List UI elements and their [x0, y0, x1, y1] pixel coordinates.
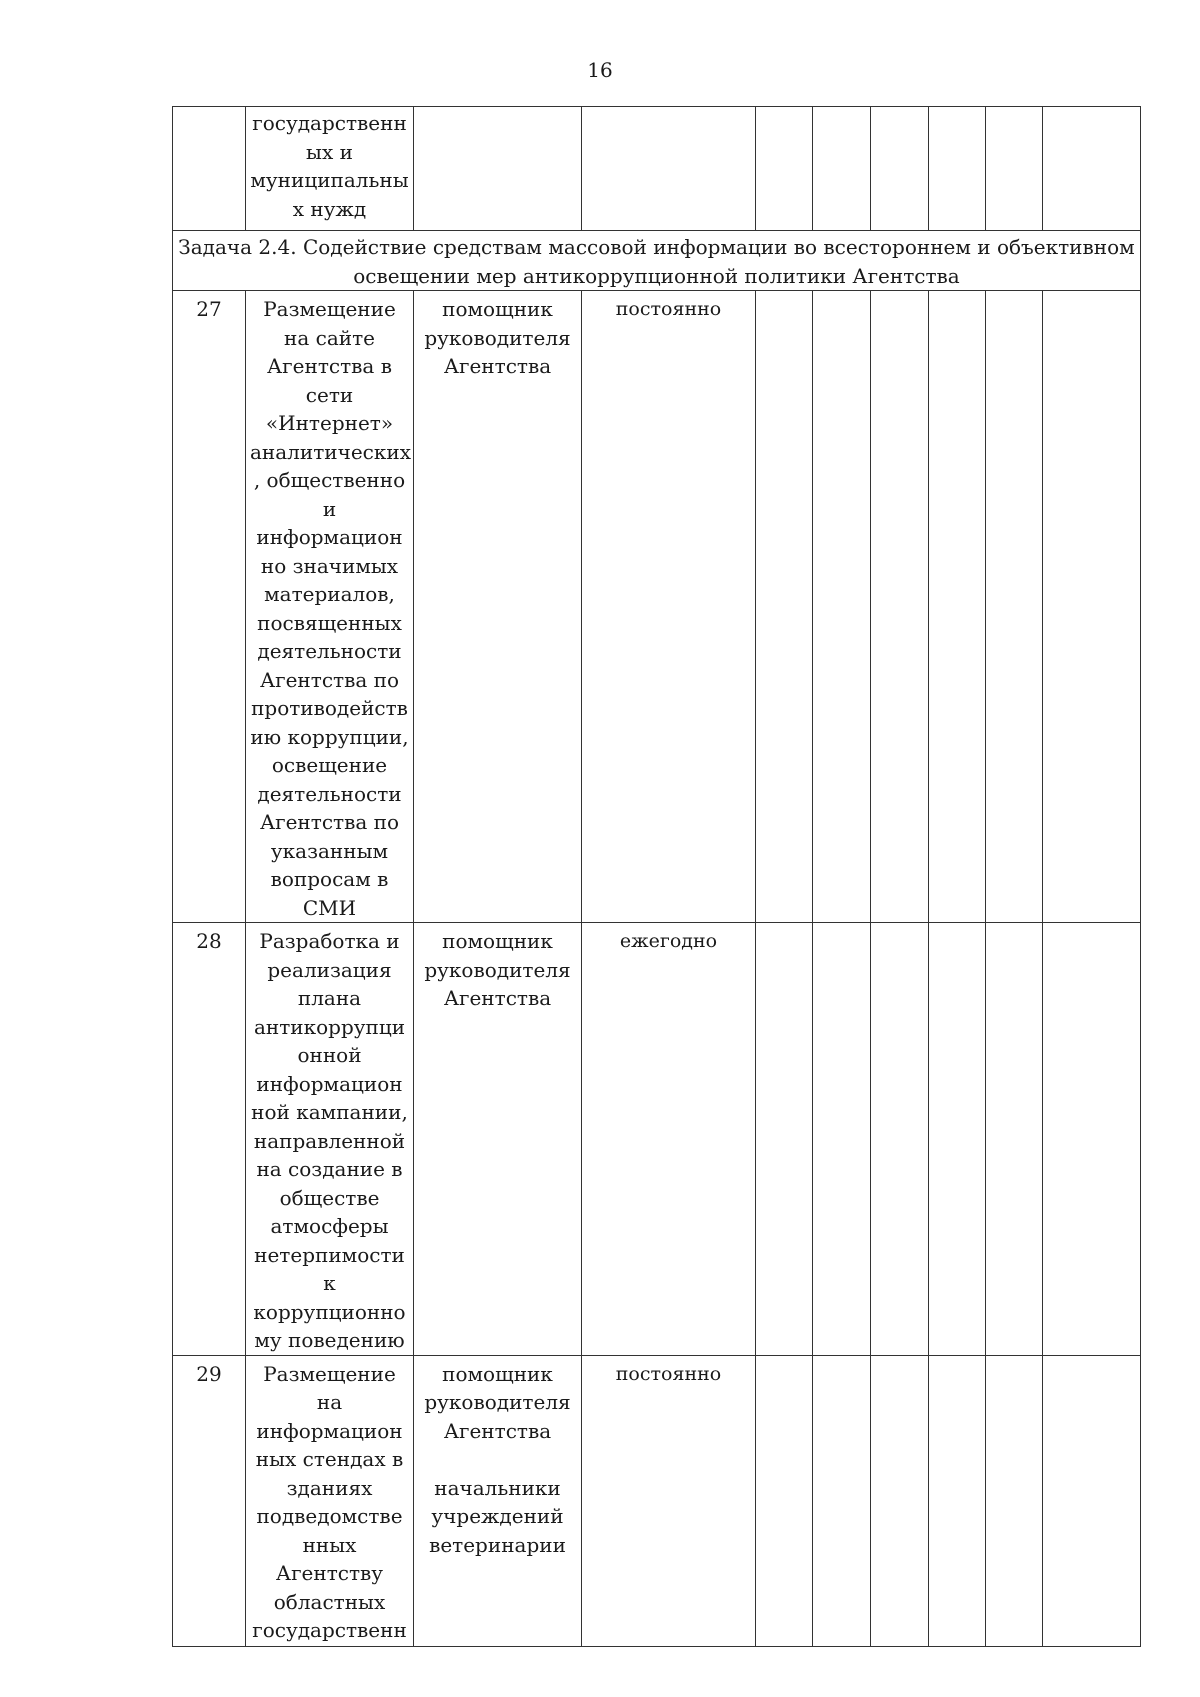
row-number-cell — [173, 107, 246, 231]
table-row — [173, 923, 1141, 1356]
term-cell: постоянно — [582, 291, 756, 923]
empty-cell — [986, 107, 1043, 231]
table-row — [173, 1355, 1141, 1646]
task-heading-line-1: Задача 2.4. Содействие средствам массовой информации во всестороннем и объективном — [178, 235, 1135, 259]
empty-cell — [756, 1355, 813, 1646]
empty-cell — [929, 923, 986, 1356]
term-cell — [582, 107, 756, 231]
responsible-cell: помощник руководителя Агентства — [414, 923, 582, 1356]
page-number: 16 — [587, 58, 613, 82]
measure-cell: государственн ых и муниципальны х нужд — [246, 107, 414, 231]
measure-cell: Размещение на информацион ных стендах в зданиях подведомстве нных Агентству областных государственн — [246, 1355, 414, 1646]
empty-cell — [756, 291, 813, 923]
empty-cell — [929, 291, 986, 923]
empty-cell — [1043, 923, 1141, 1356]
empty-cell — [871, 923, 929, 1356]
task-heading-row — [173, 231, 1141, 291]
responsible-cell: помощник руководителя Агентства начальники учреждений ветеринарии — [414, 1355, 582, 1646]
responsible-cell — [414, 107, 582, 231]
empty-cell — [813, 923, 871, 1356]
empty-cell — [813, 107, 871, 231]
empty-cell — [756, 923, 813, 1356]
measure-cell: Размещение на сайте Агентства в сети «Интернет» аналитических , общественно и информацион но значимых материалов, посвященных деятельности Агентства по противодейств ию коррупции, освещение деятельности Агентства по указанным вопросам в СМИ — [246, 291, 414, 923]
responsible-cell: помощник руководителя Агентства — [414, 291, 582, 923]
row-number-cell: 28 — [173, 923, 246, 1356]
empty-cell — [813, 291, 871, 923]
empty-cell — [986, 1355, 1043, 1646]
empty-cell — [871, 1355, 929, 1646]
task-heading-line-2: освещении мер антикоррупционной политики Агентства — [353, 263, 960, 288]
empty-cell — [986, 291, 1043, 923]
empty-cell — [1043, 291, 1141, 923]
empty-cell — [1043, 1355, 1141, 1646]
row-number-cell: 27 — [173, 291, 246, 923]
empty-cell — [929, 1355, 986, 1646]
empty-cell — [871, 107, 929, 231]
anticorruption-plan-table — [172, 106, 1141, 1647]
measure-cell: Разработка и реализация плана антикоррупци онной информацион ной кампании, направленной на создание в обществе атмосферы нетерпимости к коррупционно му поведению — [246, 923, 414, 1356]
empty-cell — [756, 107, 813, 231]
table-row — [173, 291, 1141, 923]
table-row — [173, 107, 1141, 231]
row-number-cell: 29 — [173, 1355, 246, 1646]
empty-cell — [871, 291, 929, 923]
empty-cell — [986, 923, 1043, 1356]
term-cell: ежегодно — [582, 923, 756, 1356]
empty-cell — [813, 1355, 871, 1646]
term-cell: постоянно — [582, 1355, 756, 1646]
empty-cell — [1043, 107, 1141, 231]
task-heading-cell — [173, 231, 1141, 291]
empty-cell — [929, 107, 986, 231]
